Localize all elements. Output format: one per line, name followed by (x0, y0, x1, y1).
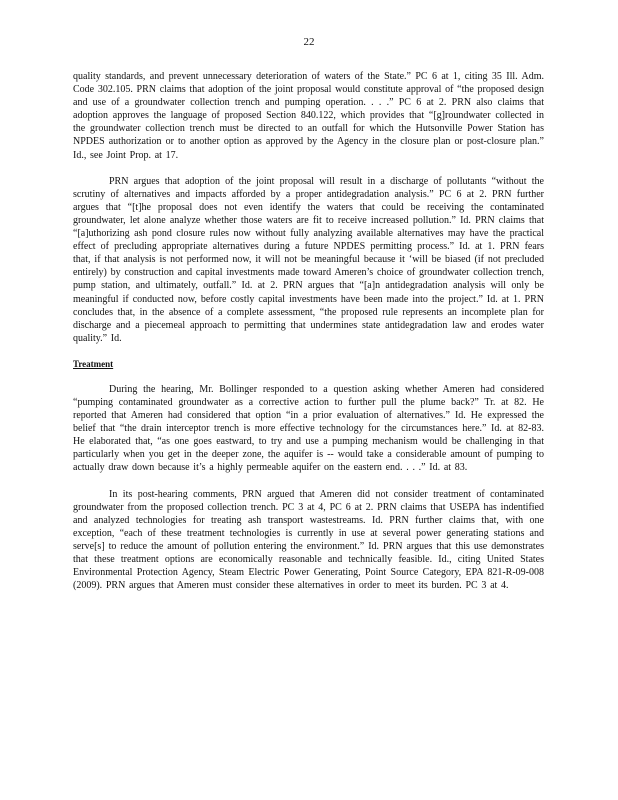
paragraph-antidegradation-argument: PRN argues that adoption of the joint proposal will result in a discharge of pollutants “without the scrutiny of alternatives and impacts afforded by a proper antidegradation analysis.” PC 6 at 2. PRN further argues that “[t]he proposal does not even identify the waters that could be receiving the contaminated groundwater, let alone analyze whether those waters are fit to receive increased pollution.” Id. PRN claims that “[a]uthorizing ash pond closure rules now without fully analyzing available alternatives may have the practical effect of precluding appropriate alternatives during a future NPDES permitting process.” Id. at 1. PRN fears that, if that analysis is not performed now, it will not be meaningful because it ‘will be biased (if not precluded entirely) by construction and capital investments made toward Ameren’s choice of groundwater collection trench, pump station, and ultimately, outfall.” Id. at 2. PRN argues that “[a]n antidegradation analysis will only be meaningful if conducted now, before costly capital investments have been made into the project.” Id. at 1. PRN concludes that, in the absence of a complete assessment, “the proposed rule represents an incomplete plan for discharge and a piecemeal approach to permitting that undermines state antidegradation law and erodes water quality.” Id. (73, 175, 544, 344)
document-body (73, 70, 544, 592)
paragraph-spacer (73, 345, 544, 358)
paragraph-spacer (73, 475, 544, 488)
paragraph-post-hearing-comments: In its post-hearing comments, PRN argued that Ameren did not consider treatment of contaminated groundwater from the proposed collection trench. PC 3 at 4, PC 6 at 2. PRN claims that USEPA has indentified and analyzed technologies for treating ash transport wastestreams. Id. PRN further claims that, with one exception, “each of these treatment technologies is currently in use at several power generating stations and serve[s] to reduce the amount of pollution entering the environment.” Id. PRN argues that this use demonstrates that these treatment options are economically reasonable and technically feasible. Id., citing United States Environmental Protection Agency, Steam Electric Power Generating, Point Source Category, EPA 821-R-09-008 (2009). PRN argues that Ameren must consider these alternatives in order to meet its burden. PC 3 at 4. (73, 488, 544, 592)
section-heading-treatment: Treatment (73, 358, 114, 369)
page-number: 22 (303, 36, 315, 48)
paragraph-water-quality-standards: quality standards, and prevent unnecessary deterioration of waters of the State.” PC 6 at 1, citing 35 Ill. Adm. Code 302.105. PRN claims that adoption of the joint proposal would constitute approval of “the proposed design and use of a groundwater collection trench and pumping operation. . . .” PC 6 at 2. PRN also claims that adoption approves the language of proposed Section 840.122, which provides that “[g]roundwater collected in the groundwater collection trench must be directed to an outfall for which the Hutsonville Power Station has NPDES authorization or to another option as approved by the Agency in the closure plan or post-closure plan.” Id., see Joint Prop. at 17. (73, 71, 544, 161)
paragraph-hearing-testimony: During the hearing, Mr. Bollinger responded to a question asking whether Ameren had considered “pumping contaminated groundwater as a corrective action to further pull the plume back?” Tr. at 82. He reported that Ameren had considered that option “in a prior evaluation of alternatives.” Id. He expressed the belief that “the drain interceptor trench is more effective technology for the circumstances here.” Id. at 82-83. He elaborated that, “as one goes eastward, to try and use a pumping mechanism would be challenging in that particularly when you get in the deeper zone, the aquifer is -- would take a considerable amount of pumping to actually draw down because it’s a highly permeable aquifer on the eastern end. . . .” Id. at 83. (73, 383, 544, 474)
paragraph-spacer (73, 162, 544, 175)
paragraph-spacer (73, 370, 544, 383)
